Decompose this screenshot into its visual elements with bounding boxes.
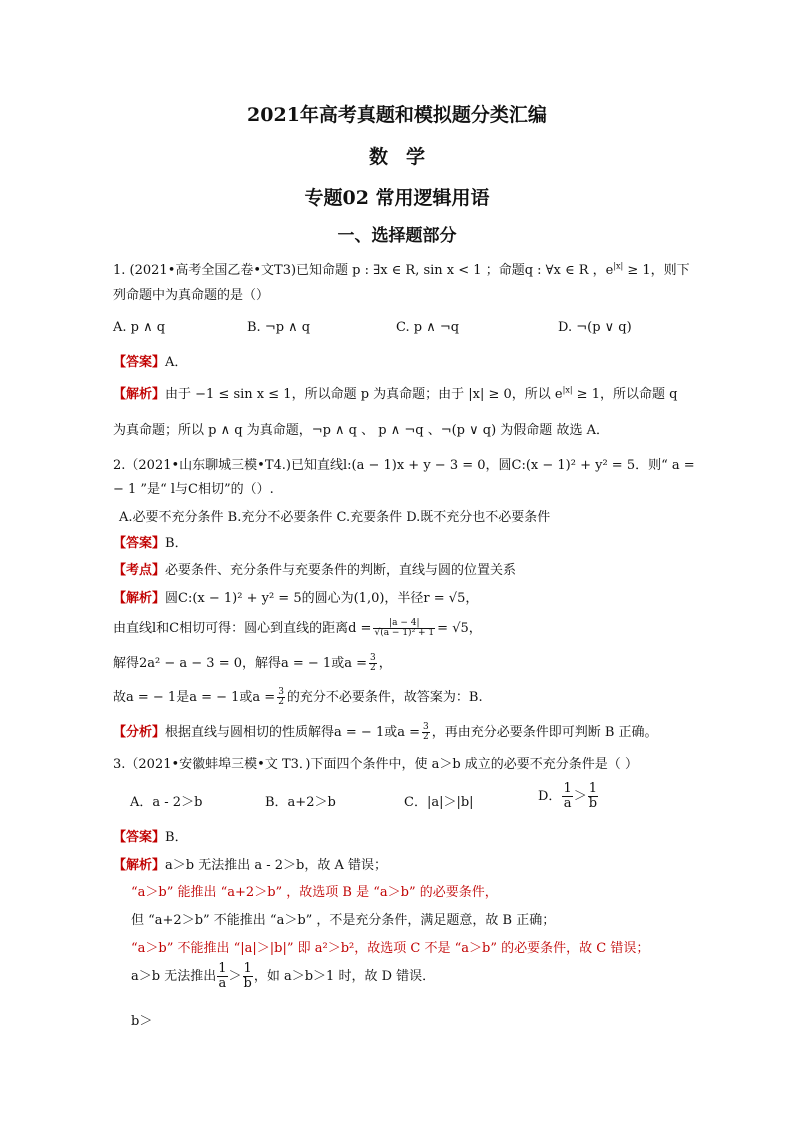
fraction (277, 688, 285, 707)
q3-analysis-line3: 但 “a+2＞b” 不能推出 “a＞b” ，不是充分条件，满足题意，故 B 正确； (131, 913, 556, 928)
topic-heading: 专题02 常用逻辑用语 (304, 187, 490, 209)
q3-analysis-5b: ，如 a＞b＞1 时，故 D 错误． (253, 969, 436, 984)
document-title: 2021年高考真题和模拟题分类汇编 (247, 104, 547, 126)
q3-answer-value: B． (165, 830, 188, 845)
fraction (243, 962, 253, 991)
fraction-numerator: 3 (278, 687, 284, 697)
q2-analysis-4b: 的充分不必要条件，故答案为：B. (286, 690, 483, 705)
q1-analysis-1b: ≥ 1，所以命题 q (572, 387, 678, 402)
q3-option-a: A．a - 2＞b (130, 795, 203, 810)
fraction-numerator: 1 (243, 961, 252, 976)
q1-analysis-line2: 为真命题；所以 p ∧ q 为真命题，¬p ∧ q 、 p ∧ ¬q 、¬(p ∨ q) 为假命题 故选 A． (113, 423, 609, 438)
q3-analysis-line1 (113, 854, 387, 873)
q2-point (113, 559, 516, 578)
q1-answer (113, 351, 187, 370)
analysis-tag: 【解析】 (113, 591, 166, 606)
q3-option-d-gt: ＞ (573, 789, 587, 804)
fraction-denominator: 2 (278, 697, 284, 707)
q3-option-d (538, 782, 599, 811)
q3-analysis-5-gt: ＞ (228, 969, 242, 984)
q2-stem-line1: 2.（2021•山东聊城三模•T4.)已知直线l:(a − 1)x + y − 3 = 0，圆C:(x − 1)² + y² = 5．则“ a = (113, 458, 695, 473)
q2-analysis-3b: ， (378, 656, 392, 671)
q2-point-text: 必要条件、充分条件与充要条件的判断，直线与圆的位置关系 (165, 563, 517, 578)
fraction-numerator: 3 (423, 722, 429, 732)
analysis-tag: 【解析】 (113, 858, 166, 873)
q2-summary (113, 721, 658, 742)
fraction-denominator: a (563, 796, 572, 811)
q3-analysis-line2: “a＞b” 能推出 “a+2＞b” ，故选项 B 是 “a＞b” 的必要条件， (131, 885, 498, 900)
fraction-denominator: 2 (423, 732, 429, 742)
q2-summary-b: ，再由充分必要条件即可判断 B 正确。 (431, 725, 658, 740)
q2-analysis-3a: 解得2a² − a − 3 = 0，解得a = − 1或a = (113, 656, 367, 671)
fraction (422, 723, 430, 742)
q1-answer-value: A． (165, 355, 188, 370)
analysis-tag: 【解析】 (113, 387, 166, 402)
q1-stem-b: ≥ 1，则下 (623, 263, 690, 278)
fraction-denominator: a (218, 976, 227, 991)
fraction (588, 782, 598, 811)
q2-options: A.必要不充分条件 B.充分不必要条件 C.充要条件 D.既不充分也不必要条件 (119, 510, 551, 525)
q3-analysis-line6: b＞ (131, 1014, 153, 1029)
q3-option-b: B．a+2＞b (265, 795, 336, 810)
q1-stem-line1 (113, 259, 690, 278)
q1-stem-a: 1. (2021•高考全国乙卷•文T3)已知命题 p : ∃x ∈ R, sin x < 1 ；命题q : ∀x ∈ R ，e (113, 263, 614, 278)
q1-option-c: C. p ∧ ¬q (396, 320, 460, 335)
fraction-denominator: b (588, 796, 598, 811)
fraction-denominator: b (243, 976, 252, 991)
q2-analysis-line3 (113, 652, 392, 673)
q2-summary-a: 根据直线与圆相切的性质解得a = − 1或a = (165, 725, 420, 740)
q2-analysis-2a: 由直线l和C相切可得：圆心到直线的距离d = (113, 621, 372, 636)
q1-analysis-1: 由于 −1 ≤ sin x ≤ 1，所以命题 p 为真命题；由于 |x| ≥ 0，所以 e (165, 387, 563, 402)
answer-tag: 【答案】 (113, 536, 166, 551)
point-tag: 【考点】 (113, 563, 166, 578)
distance-fraction (373, 619, 435, 638)
q2-answer-value: B． (165, 536, 188, 551)
q3-stem: 3.（2021•安徽蚌埠三模•文 T3．)下面四个条件中，使 a＞b 成立的必要不充分条件是（ ） (113, 757, 638, 772)
fraction-numerator: |a − 4| (373, 619, 435, 629)
q3-analysis-5a: a＞b 无法推出 (131, 969, 217, 984)
q1-option-a: A. p ∧ q (113, 320, 166, 335)
q1-option-d: D. ¬(p ∨ q) (558, 320, 632, 335)
q3-analysis-line5 (131, 962, 435, 991)
fraction (369, 654, 377, 673)
q1-analysis-exp: |x| (562, 385, 573, 395)
fraction-denominator: 2 (369, 663, 376, 673)
q1-analysis-line1 (113, 383, 677, 402)
q3-option-d-prefix: D． (538, 789, 562, 804)
q3-option-c: C．|a|＞|b| (404, 795, 474, 810)
q3-analysis-1: a＞b 无法推出 a - 2＞b，故 A 错误； (165, 858, 388, 873)
q2-analysis-line4 (113, 686, 483, 707)
q2-analysis-1: 圆C:(x − 1)² + y² = 5的圆心为(1,0)，半径r = √5， (165, 591, 479, 606)
fraction-denominator: √(a − 1)² + 1 (374, 628, 435, 638)
q3-analysis-line4: “a＞b” 不能推出 “|a|＞|b|” 即 a²＞b²，故选项 C 不是 “a＞b” 的必要条件，故 C 错误； (131, 941, 650, 956)
q2-analysis-line2 (113, 617, 482, 638)
fraction (562, 782, 572, 811)
fraction-numerator: 1 (563, 781, 572, 796)
summary-tag: 【分析】 (113, 725, 166, 740)
fraction (217, 962, 227, 991)
fraction-numerator: 1 (588, 781, 598, 796)
fraction-numerator: 1 (218, 961, 227, 976)
q3-answer (113, 826, 188, 845)
q2-stem-line2: − 1 ”是“ l与C相切”的（）. (113, 482, 274, 497)
q1-stem-exp: |x| (613, 261, 624, 271)
q2-analysis-4a: 故a = − 1是a = − 1或a = (113, 690, 276, 705)
q2-answer (113, 532, 188, 551)
q1-stem-line2: 列命题中为真命题的是（） (113, 288, 270, 303)
subject-heading: 数学 (368, 146, 443, 168)
q1-option-b: B. ¬p ∧ q (247, 320, 311, 335)
fraction-numerator: 3 (369, 653, 376, 663)
q2-analysis-line1 (113, 587, 478, 606)
section-heading: 一、选择题部分 (337, 226, 457, 246)
answer-tag: 【答案】 (113, 830, 166, 845)
answer-tag: 【答案】 (113, 355, 166, 370)
q2-analysis-2b: = √5， (437, 621, 482, 636)
